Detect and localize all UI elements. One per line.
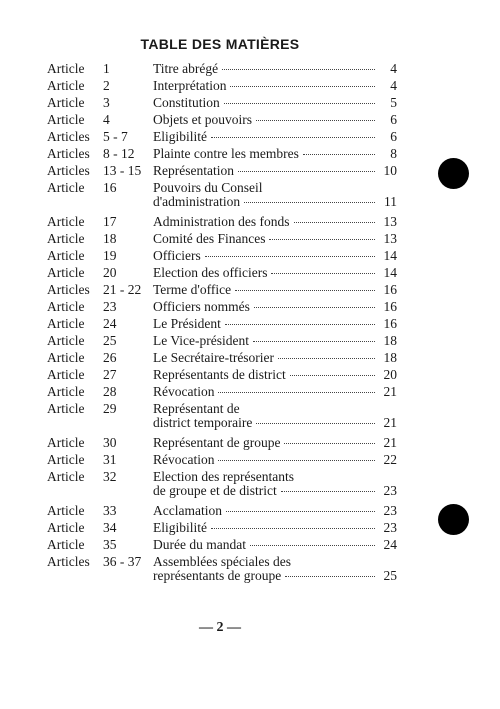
page-ref: 5 [390,95,397,110]
article-ref [47,334,151,348]
page-ref: 20 [383,367,397,382]
article-number: 13 - 15 [103,163,142,178]
page-ref: 18 [383,333,397,348]
dot-leader [271,273,375,274]
page-ref: 23 [383,503,397,518]
article-word: Article [47,180,85,195]
dot-leader [278,358,375,359]
toc-entry [47,385,397,402]
article-number: 19 [103,248,117,263]
table-of-contents [47,62,397,589]
dot-leader [281,491,375,492]
article-word: Article [47,350,85,365]
toc-entry [47,300,397,317]
toc-entry [47,521,397,538]
dot-leader [290,375,375,376]
toc-entry [47,436,397,453]
article-number: 5 - 7 [103,129,128,144]
toc-entry [47,453,397,470]
page-ref: 16 [383,299,397,314]
article-ref [47,453,151,467]
page-ref: 11 [384,194,397,209]
article-ref [47,470,151,484]
page-ref: 16 [383,282,397,297]
article-number: 35 [103,537,117,552]
article-number: 23 [103,299,117,314]
entry-title: Le Secrétaire-trésorier [153,350,275,365]
article-ref [47,249,151,263]
page-ref: 4 [390,78,397,93]
article-ref [47,113,151,127]
entry-title: Election des représentants [153,469,294,484]
dot-leader [254,307,375,308]
dot-leader [294,222,376,223]
entry-title: Représentants de district [153,367,286,382]
toc-entry [47,283,397,300]
toc-entry [47,334,397,351]
page-ref: 16 [383,316,397,331]
article-ref [47,504,151,518]
article-word: Articles [47,554,90,569]
article-ref [47,385,151,399]
article-ref [47,300,151,314]
entry-title: Durée du mandat [153,537,246,552]
page-ref: 13 [383,231,397,246]
entry-title: Pouvoirs du Conseil [153,180,263,195]
article-word: Articles [47,146,90,161]
entry-title: Eligibilité [153,129,207,144]
article-ref [47,181,151,195]
dot-leader [211,528,375,529]
toc-entry [47,368,397,385]
page-ref: 21 [383,384,397,399]
entry-title: Acclamation [153,503,222,518]
article-number: 32 [103,469,117,484]
toc-entry [47,402,397,436]
page-ref: 22 [383,452,397,467]
page-ref: 10 [383,163,397,178]
article-number: 36 - 37 [103,554,142,569]
article-ref [47,96,151,110]
page-ref: 14 [383,265,397,280]
article-number: 4 [103,112,110,127]
dot-leader [253,341,375,342]
entry-title: Représentant de [153,401,240,416]
entry-title: représentants de groupe [153,568,282,583]
article-number: 27 [103,367,117,382]
article-number: 26 [103,350,117,365]
page-ref: 25 [383,568,397,583]
dot-leader [224,103,375,104]
article-word: Article [47,299,85,314]
entry-title: Révocation [153,384,215,399]
article-ref [47,283,151,297]
dot-leader [235,290,375,291]
page-ref: 8 [390,146,397,161]
article-word: Articles [47,282,90,297]
article-word: Article [47,112,85,127]
article-word: Article [47,537,85,552]
entry-title: Représentant de groupe [153,435,281,450]
dot-leader [250,545,375,546]
dot-leader [222,69,375,70]
article-number: 24 [103,316,117,331]
entry-title: Comité des Finances [153,231,266,246]
article-word: Article [47,435,85,450]
dot-leader [238,171,375,172]
article-number: 31 [103,452,117,467]
toc-entry [47,113,397,130]
toc-entry [47,62,397,79]
article-word: Article [47,61,85,76]
article-number: 18 [103,231,117,246]
article-ref [47,164,151,178]
entry-title: Officiers [153,248,201,263]
article-number: 16 [103,180,117,195]
toc-entry [47,181,397,215]
page-ref: 18 [383,350,397,365]
dot-leader [218,460,375,461]
article-number: 29 [103,401,117,416]
entry-title: Révocation [153,452,215,467]
toc-entry [47,130,397,147]
article-number: 2 [103,78,110,93]
article-ref [47,555,151,569]
article-number: 21 - 22 [103,282,142,297]
toc-entry [47,351,397,368]
toc-entry [47,317,397,334]
article-ref [47,538,151,552]
entry-title: Objets et pouvoirs [153,112,252,127]
article-ref [47,368,151,382]
toc-entry [47,266,397,283]
article-ref [47,266,151,280]
entry-title: Le Président [153,316,221,331]
dot-leader [205,256,375,257]
article-ref [47,232,151,246]
entry-title: Officiers nommés [153,299,250,314]
entry-title: Administration des fonds [153,214,290,229]
binder-hole [438,158,469,189]
article-number: 30 [103,435,117,450]
page-ref: 4 [390,61,397,76]
article-word: Article [47,248,85,263]
entry-title: Constitution [153,95,220,110]
entry-title: Représentation [153,163,234,178]
article-number: 17 [103,214,117,229]
article-ref [47,317,151,331]
entry-title: Eligibilité [153,520,207,535]
toc-entry [47,504,397,521]
article-ref [47,351,151,365]
article-number: 8 - 12 [103,146,135,161]
article-ref [47,521,151,535]
toc-entry [47,147,397,164]
entry-title: d'administration [153,194,241,209]
page-ref: 23 [383,520,397,535]
entry-title: Terme d'office [153,282,232,297]
page-ref: 21 [383,435,397,450]
toc-entry [47,215,397,232]
entry-title: Le Vice-président [153,333,250,348]
article-word: Article [47,333,85,348]
article-ref [47,130,151,144]
article-number: 3 [103,95,110,110]
binder-hole [438,504,469,535]
page-ref: 14 [383,248,397,263]
toc-entry [47,555,397,589]
dot-leader [256,120,375,121]
article-number: 28 [103,384,117,399]
page-ref: 13 [383,214,397,229]
toc-entry [47,79,397,96]
article-word: Article [47,214,85,229]
page-number: — 2 — [199,620,241,635]
article-word: Article [47,401,85,416]
article-word: Article [47,520,85,535]
entry-title: Titre abrégé [153,61,219,76]
article-number: 1 [103,61,110,76]
article-ref [47,147,151,161]
article-word: Article [47,452,85,467]
toc-entry [47,249,397,266]
dot-leader [256,423,375,424]
article-word: Article [47,78,85,93]
article-word: Article [47,265,85,280]
toc-entry [47,164,397,181]
article-word: Article [47,469,85,484]
article-number: 34 [103,520,117,535]
page-title: TABLE DES MATIÈRES [140,36,300,52]
dot-leader [226,511,375,512]
entry-title: Election des officiers [153,265,268,280]
article-word: Articles [47,129,90,144]
article-word: Article [47,384,85,399]
dot-leader [285,576,375,577]
entry-title: Assemblées spéciales des [153,554,291,569]
page-ref: 6 [390,112,397,127]
article-word: Article [47,503,85,518]
article-word: Article [47,367,85,382]
article-word: Articles [47,163,90,178]
dot-leader [211,137,375,138]
toc-entry [47,96,397,113]
toc-entry [47,470,397,504]
article-word: Article [47,231,85,246]
article-ref [47,402,151,416]
dot-leader [218,392,375,393]
article-number: 25 [103,333,117,348]
page-ref: 24 [383,537,397,552]
article-ref [47,79,151,93]
page-ref: 6 [390,129,397,144]
article-ref [47,215,151,229]
dot-leader [269,239,375,240]
entry-title: de groupe et de district [153,483,277,498]
article-word: Article [47,95,85,110]
page-ref: 21 [383,415,397,430]
dot-leader [303,154,375,155]
article-ref [47,62,151,76]
dot-leader [244,202,375,203]
entry-title: Interprétation [153,78,227,93]
dot-leader [230,86,375,87]
article-word: Article [47,316,85,331]
entry-title: district temporaire [153,415,253,430]
article-number: 33 [103,503,117,518]
toc-entry [47,538,397,555]
article-number: 20 [103,265,117,280]
article-ref [47,436,151,450]
page-ref: 23 [383,483,397,498]
dot-leader [284,443,375,444]
entry-title: Plainte contre les membres [153,146,299,161]
dot-leader [225,324,375,325]
toc-entry [47,232,397,249]
